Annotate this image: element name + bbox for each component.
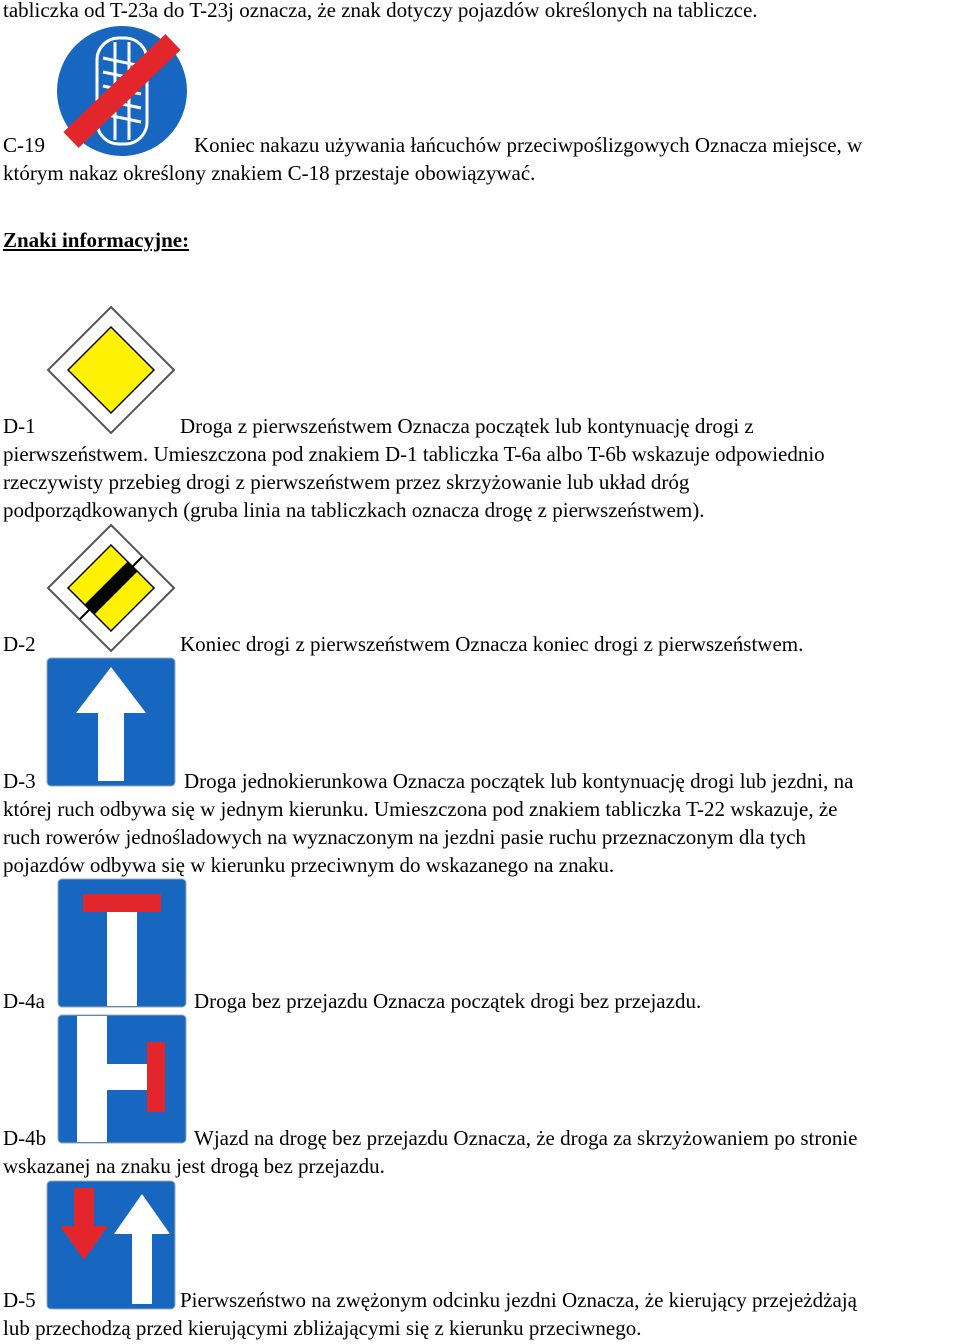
d3-code: D-3	[3, 769, 36, 793]
d5-description: Pierwszeństwo na zwężonym odcinku jezdni Oznacza, że kierujący przejeżdżają	[180, 1288, 857, 1312]
sign-c19-end-snow-chains-icon	[55, 24, 189, 158]
intro-text: tabliczka od T-23a do T-23j oznacza, że znak dotyczy pojazdów określonych na tabliczce.	[3, 0, 758, 22]
c19-description: Koniec nakazu używania łańcuchów przeciwpoślizgowych Oznacza miejsce, w	[194, 133, 863, 157]
sign-d5-priority-narrow-road-icon	[46, 1180, 176, 1310]
d3-description: Droga jednokierunkowa Oznacza początek lub kontynuację drogi lub jezdni, na	[184, 769, 854, 793]
d1-code: D-1	[3, 414, 36, 438]
d4b-description: Wjazd na drogę bez przejazdu Oznacza, że droga za skrzyżowaniem po stronie	[194, 1126, 858, 1150]
d1-line-3: rzeczywisty przebieg drogi z pierwszeństwem przez skrzyżowanie lub układ dróg	[3, 470, 690, 494]
d4b-line-2: wskazanej na znaku jest drogą bez przejazdu.	[3, 1154, 385, 1178]
d4b-code: D-4b	[3, 1126, 47, 1150]
d4b-line-1	[3, 1124, 858, 1152]
sign-d1-priority-road-icon	[46, 305, 176, 435]
d3-line-1	[3, 767, 854, 795]
d4a-description: Droga bez przejazdu Oznacza początek drogi bez przejazdu.	[194, 989, 702, 1013]
d1-line-2: pierwszeństwem. Umieszczona pod znakiem D-1 tabliczka T-6a albo T-6b wskazuje odpowiednio	[3, 442, 825, 466]
d3-line-4: pojazdów odbywa się w kierunku przeciwnym do wskazanego na znaku.	[3, 853, 615, 877]
section-heading: Znaki informacyjne:	[3, 228, 190, 252]
d4a-line-1	[3, 987, 702, 1015]
d1-description: Droga z pierwszeństwem Oznacza początek lub kontynuację drogi z	[180, 414, 754, 438]
c19-code: C-19	[3, 133, 45, 157]
c19-line-2: którym nakaz określony znakiem C-18 przestaje obowiązywać.	[3, 161, 536, 185]
d4a-code: D-4a	[3, 989, 45, 1013]
d5-line-1	[3, 1286, 857, 1314]
sign-d3-one-way-road-icon	[46, 657, 176, 787]
sign-d4a-dead-end-icon	[57, 878, 187, 1008]
d3-line-2: której ruch odbywa się w jednym kierunku. Umieszczona pod znakiem tabliczka T-22 wskazuje, że	[3, 797, 838, 821]
d3-line-3: ruch rowerów jednośladowych na wyznaczonym na jezdni pasie ruchu przeznaczonym dla tych	[3, 825, 806, 849]
d1-line-4: podporządkowanych (gruba linia na tabliczkach oznacza drogę z pierwszeństwem).	[3, 498, 705, 522]
sign-d2-end-priority-road-icon	[46, 523, 176, 653]
c19-line-1	[3, 131, 863, 159]
d2-line-1	[3, 630, 804, 658]
d2-description: Koniec drogi z pierwszeństwem Oznacza koniec drogi z pierwszeństwem.	[180, 632, 804, 656]
d5-line-2: lub przechodzą przed kierującymi zbliżającymi się z kierunku przeciwnego.	[3, 1316, 642, 1340]
sign-d4b-entry-dead-end-road-icon	[57, 1014, 187, 1144]
d5-code: D-5	[3, 1288, 36, 1312]
d2-code: D-2	[3, 632, 36, 656]
d1-line-1	[3, 412, 754, 440]
